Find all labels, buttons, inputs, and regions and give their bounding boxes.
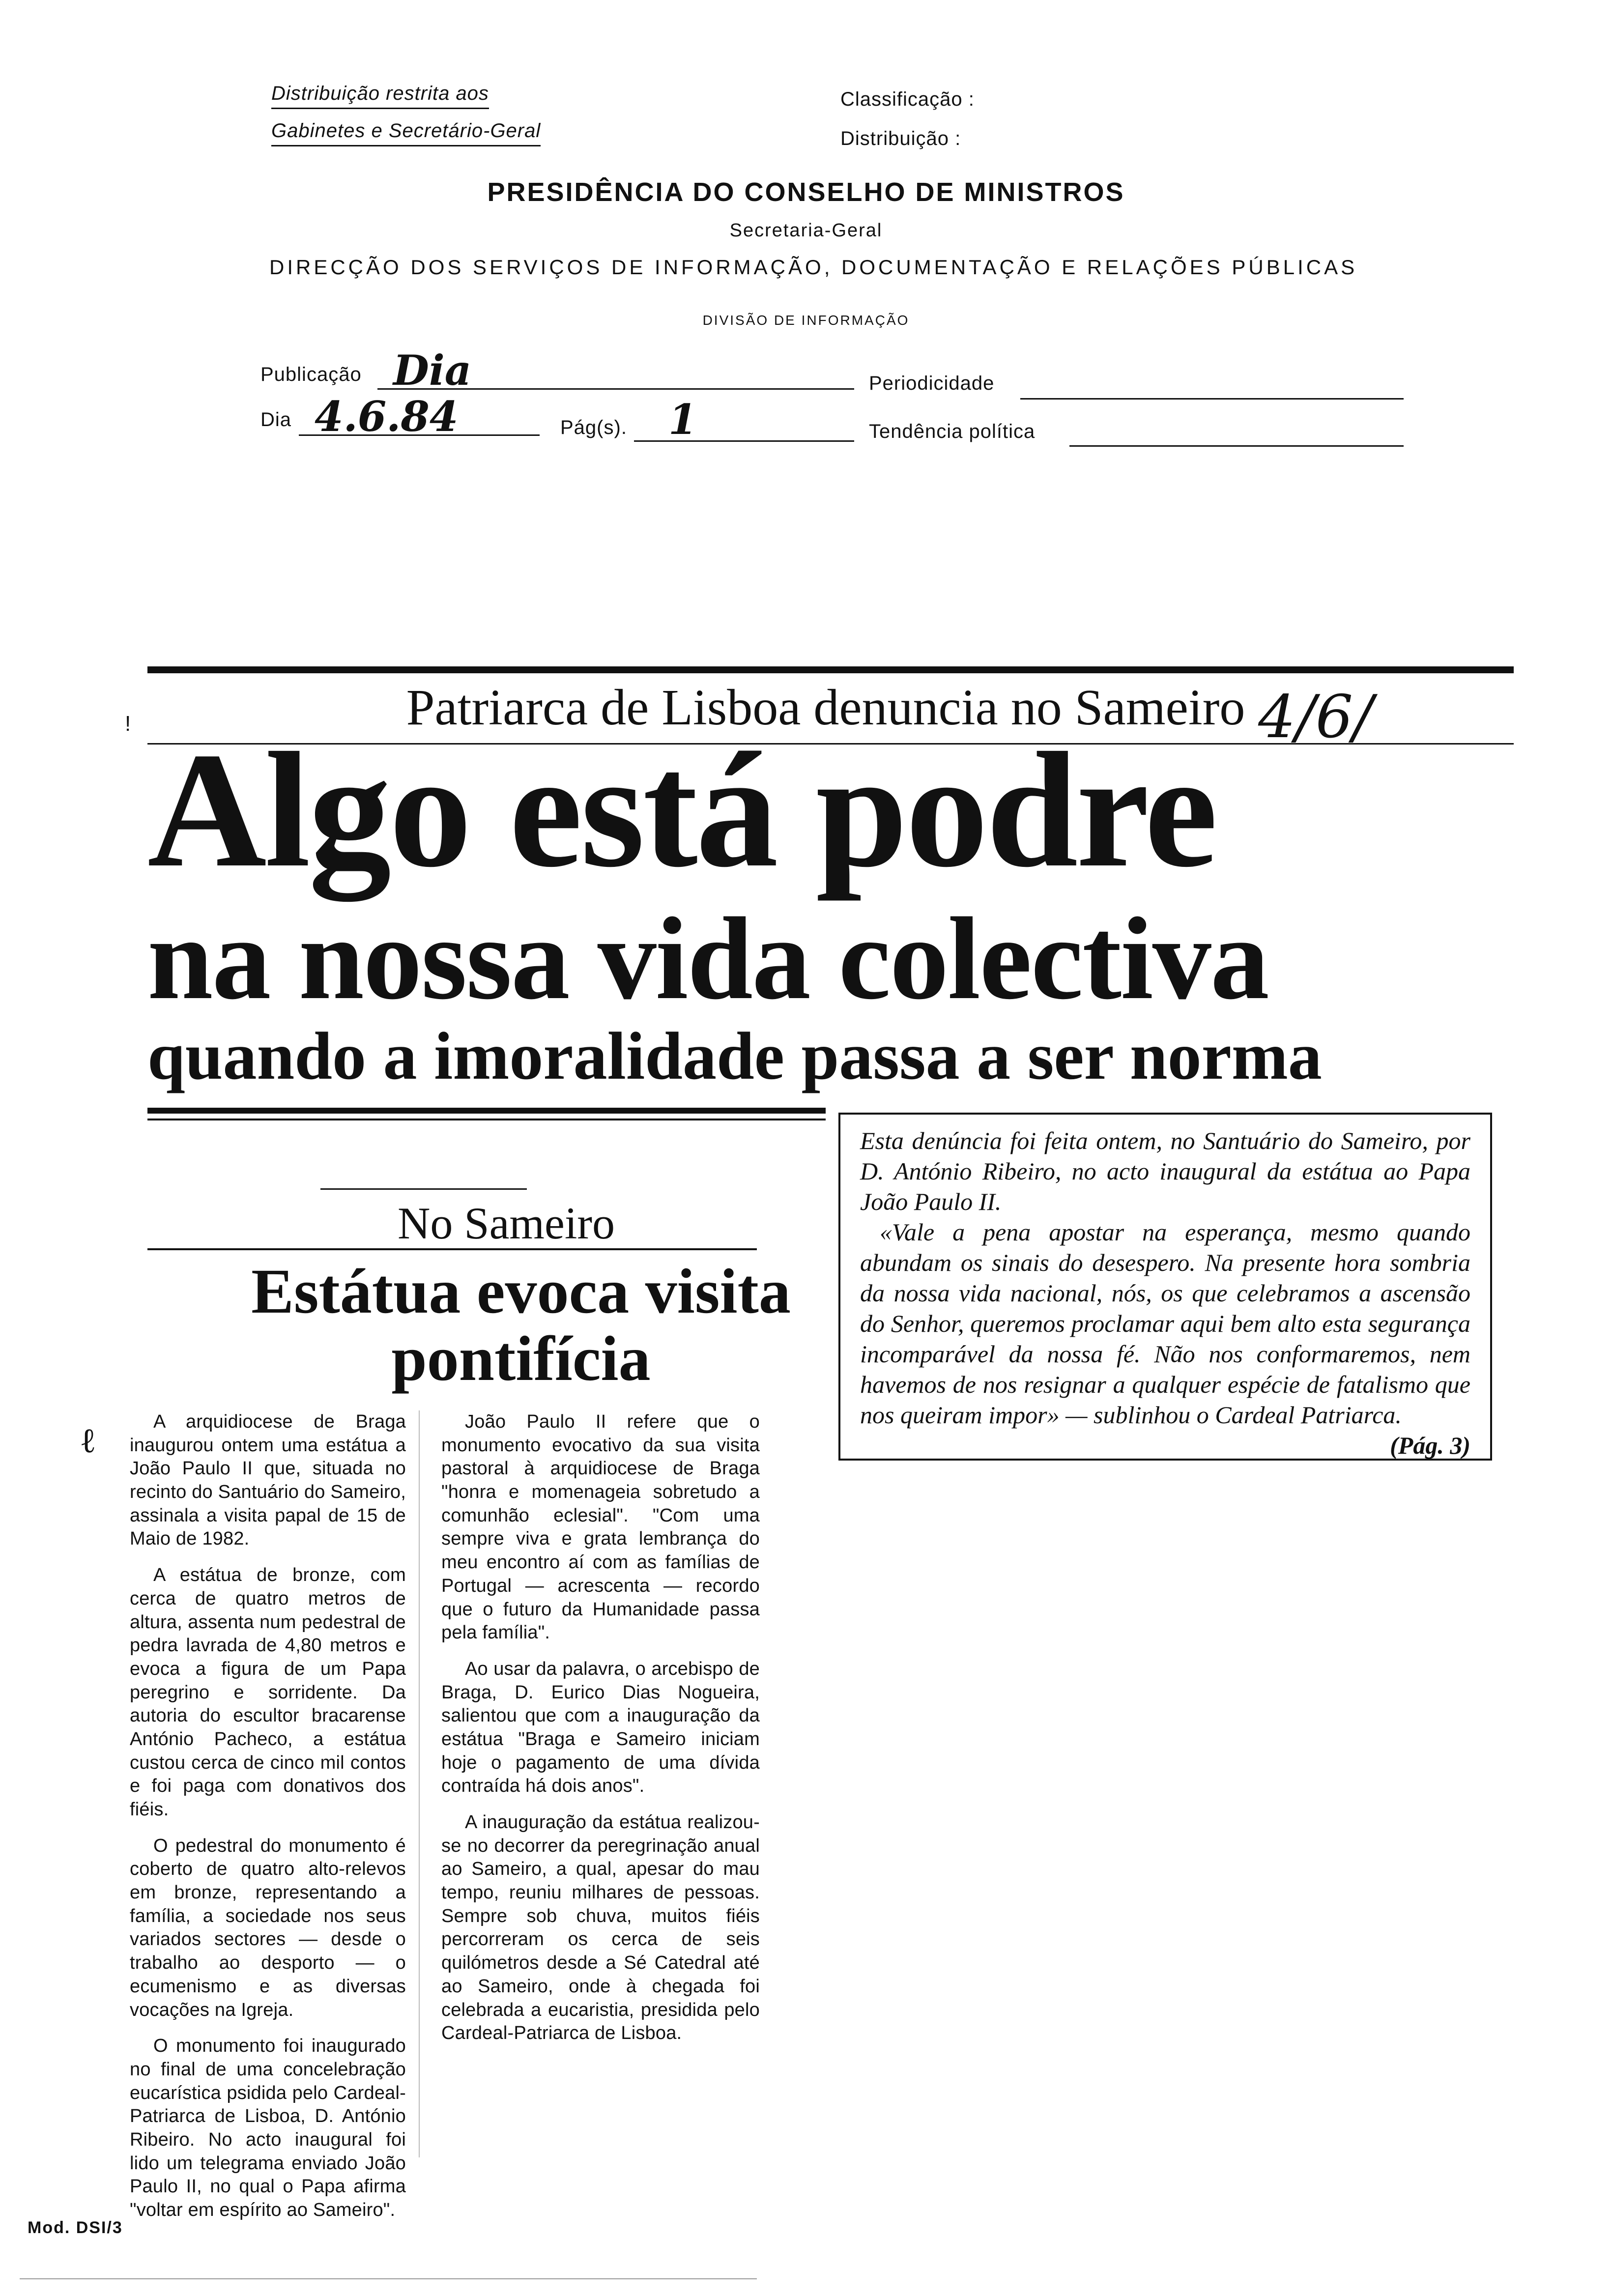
pags-line [634, 440, 854, 442]
headline-rule-thin [147, 1119, 826, 1120]
tendencia-line [1069, 445, 1404, 447]
summary-intro: Esta denúncia foi feita ontem, no Santuário do Sameiro, por D. António Ribeiro, no acto inaugural da estátua ao Papa João Paulo II. [860, 1127, 1470, 1215]
secretariat-label: Secretaria-Geral [729, 220, 883, 241]
restriction-line-1: Distribuição restrita aos [271, 83, 489, 109]
pags-value: 1 [668, 395, 697, 444]
tendencia-label: Tendência política [869, 421, 1036, 442]
section-top-rule [320, 1188, 527, 1190]
col1-paragraph: A estátua de bronze, com cerca de quatro metros de altura, assenta num pedestral de pedra lavrada de 4,80 metros e evoca a figura de um Papa peregrino e sorridente. Da autoria do escultor bracarense António Pacheco, a estátua custou cerca de cinco mil contos e foi paga com donativos dos fiéis. [130, 1565, 406, 1820]
column-divider [419, 1410, 420, 2157]
article-kicker: Patriarca de Lisboa denuncia no Sameiro [406, 679, 1245, 736]
summary-quote-text: «Vale a pena apostar na esperança, mesmo quando abundam os sinais do desespero. Na presente hora sombria da nossa vida nacional, nós, os que celebramos a ascensão do Senhor, queremos proclamar aqui bem alto esta segurança incomparável da nossa fé. Não nos conformaremos, nem havemos de nos resignar a qualquer espécie de fatalismo que nos queiram impor» — sublinhou o Cardeal Patriarca. [860, 1218, 1470, 1429]
classificacao-label: Classificação : [840, 88, 975, 110]
article-column-2 [441, 1410, 760, 2058]
division-label: DIVISÃO DE INFORMAÇÃO [702, 313, 910, 328]
summary-quote [860, 1217, 1470, 1459]
publicacao-value: Dia [393, 346, 472, 395]
col2-paragraph: João Paulo II refere que o monumento evocativo da sua visita pastoral à arquidiocese de Braga "honra e momenageia sobretudo a comunhão eclesial". "Com uma sempre viva e grata lembrança do meu encontro aí com as famílias de Portugal — acrescenta — recordo que o futuro da Humanidade passa pela família". [441, 1411, 760, 1643]
headline-line-2: na nossa vida colectiva [147, 893, 1268, 1024]
article-column-1 [130, 1410, 406, 2235]
dia-label: Dia [260, 409, 292, 430]
margin-mark: ℓ [80, 1420, 96, 1461]
form-code: Mod. DSI/3 [28, 2218, 123, 2237]
dia-value: 4.6.84 [315, 392, 459, 441]
organization-title: PRESIDÊNCIA DO CONSELHO DE MINISTROS [487, 177, 1125, 207]
scan-edge-line [20, 2278, 757, 2279]
headline-line-3: quando a imoralidade passa a ser norma [147, 1018, 1322, 1093]
distribuicao-label: Distribuição : [840, 128, 961, 149]
col1-paragraph: O monumento foi inaugurado no final de uma concelebração eucarística psidida pelo Cardeal-Patriarca de Lisboa, D. António Ribeiro. No acto inaugural foi lido um telegrama enviado João Paulo II, no qual o Papa afirma "voltar em espírito ao Sameiro". [130, 2036, 406, 2220]
handwritten-date-note: 4/6/ [1258, 683, 1373, 751]
directorate-label: DIRECÇÃO DOS SERVIÇOS DE INFORMAÇÃO, DOCUMENTAÇÃO E RELAÇÕES PÚBLICAS [269, 256, 1358, 279]
col2-paragraph: Ao usar da palavra, o arcebispo de Braga, D. Eurico Dias Nogueira, salientou que com a inauguração da estátua "Braga e Sameiro iniciam hoje o pagamento de uma dívida contraída há dois anos". [441, 1658, 760, 1797]
top-rule [147, 666, 1514, 673]
summary-box [838, 1113, 1492, 1461]
col2-paragraph: A inauguração da estátua realizou-se no decorrer da peregrinação anual ao Sameiro, a qual, apesar do mau tempo, reuniu milhares de pessoas. Sempre sob chuva, muitos fiéis percorreram os cerca de seis quilómetros desde a Sé Catedral até ao Sameiro, onde à chegada foi celebrada a eucaristia, presidida pelo Cardeal-Patriarca de Lisboa. [441, 1812, 760, 2044]
pags-label: Pág(s). [560, 417, 627, 438]
publicacao-label: Publicação [260, 364, 362, 385]
restriction-line-2: Gabinetes e Secretário-Geral [271, 120, 541, 146]
section-rule [147, 1248, 757, 1250]
periodicidade-line [1020, 398, 1404, 400]
section-headline: Estátua evoca visita pontifícia [251, 1256, 791, 1394]
section-kicker: No Sameiro [397, 1198, 615, 1248]
page-reference: (Pág. 3) [1390, 1432, 1470, 1459]
headline-rule-thick [147, 1108, 826, 1114]
stray-mark: ! [125, 712, 131, 736]
col1-paragraph: A arquidiocese de Braga inaugurou ontem uma estátua a João Paulo II que, situada no recinto do Santuário do Sameiro, assinala a visita papal de 15 de Maio de 1982. [130, 1411, 406, 1550]
col1-paragraph: O pedestral do monumento é coberto de quatro alto-relevos em bronze, representando a família, a sociedade nos seus variados sectores — desde o trabalho ao desporto — o ecumenismo e as diversas vocações na Igreja. [130, 1835, 406, 2020]
headline-line-1: Algo está podre [147, 718, 1216, 901]
periodicidade-label: Periodicidade [869, 373, 995, 394]
